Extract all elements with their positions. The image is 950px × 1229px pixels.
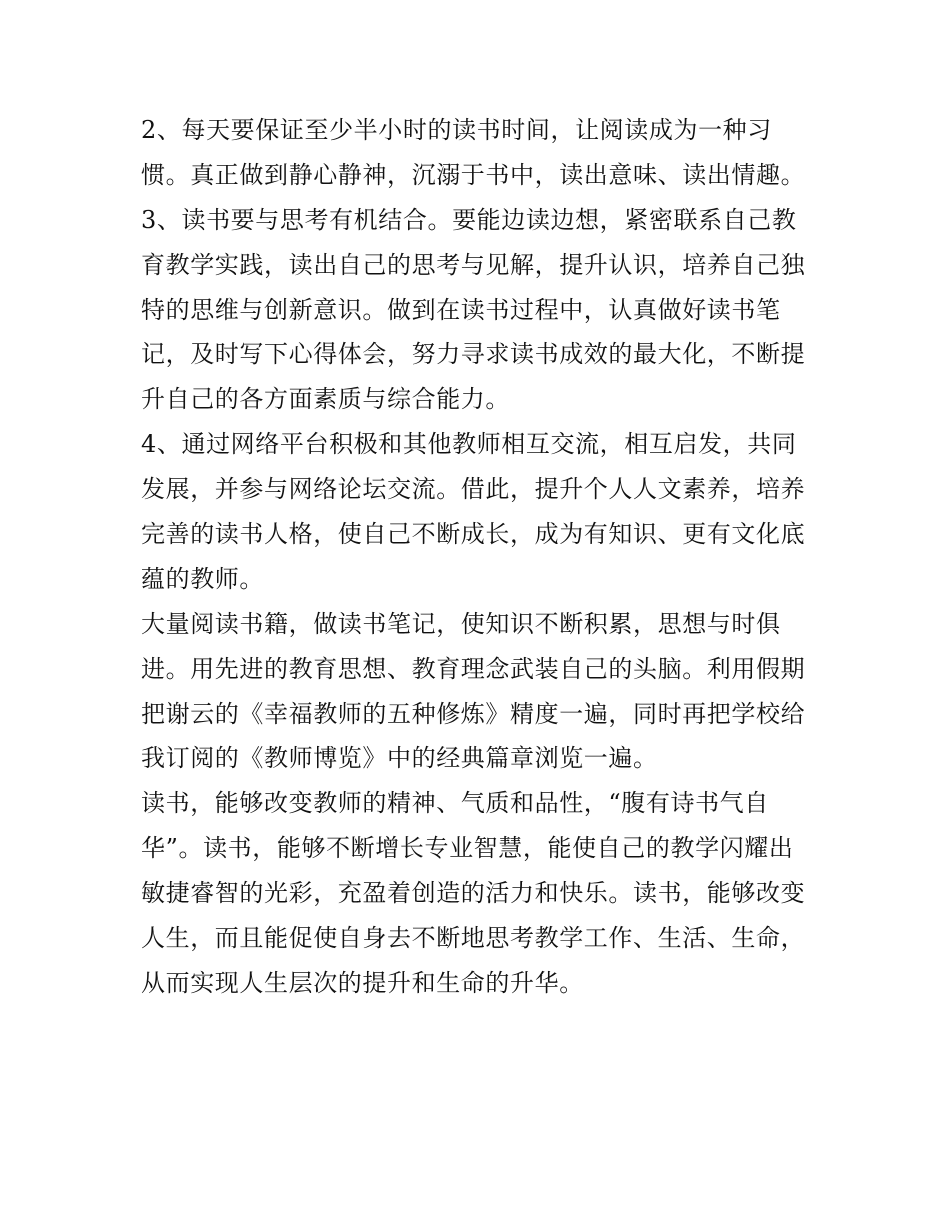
paragraph-reading-plan <box>141 602 821 782</box>
text-line: 升自己的各方面素质与综合能力。 <box>141 385 510 414</box>
text-line: 育教学实践，读出自己的思考与见解，提升认识，培养自己独 <box>141 250 806 279</box>
text-line: 进。用先进的教育思想、教育理念武装自己的头脑。利用假期 <box>141 654 806 683</box>
text-line: 发展，并参与网络论坛交流。借此，提升个人人文素养，培养 <box>141 475 806 504</box>
text-line: 惯。真正做到静心静神，沉溺于书中，读出意味、读出情趣。 <box>141 160 806 189</box>
text-line: 大量阅读书籍，做读书笔记，使知识不断积累，思想与时俱 <box>141 609 781 638</box>
text-line: 人生，而且能促使自身去不断地思考教学工作、生活、生命， <box>141 924 806 953</box>
text-line: 我订阅的《教师博览》中的经典篇章浏览一遍。 <box>141 744 658 773</box>
text-line: 特的思维与创新意识。做到在读书过程中，认真做好读书笔 <box>141 295 781 324</box>
text-line: 把谢云的《幸福教师的五种修炼》精度一遍，同时再把学校给 <box>141 699 806 728</box>
text-line: 3、读书要与思考有机结合。要能边读边想，紧密联系自己教 <box>141 205 797 234</box>
paragraph-reading-value <box>141 781 821 1005</box>
document-body <box>141 108 821 1006</box>
text-line: 从而实现人生层次的提升和生命的升华。 <box>141 968 584 997</box>
paragraph-item-2 <box>141 108 821 198</box>
text-line: 2、每天要保证至少半小时的读书时间，让阅读成为一种习 <box>141 116 772 144</box>
paragraph-item-4 <box>141 422 821 602</box>
text-line: 完善的读书人格，使自己不断成长，成为有知识、更有文化底 <box>141 520 806 549</box>
text-line: 敏捷睿智的光彩，充盈着创造的活力和快乐。读书，能够改变 <box>141 879 806 908</box>
text-line: 记，及时写下心得体会，努力寻求读书成效的最大化，不断提 <box>141 340 806 369</box>
paragraph-item-3 <box>141 198 821 422</box>
text-line: 读书，能够改变教师的精神、气质和品性，“腹有诗书气自 <box>141 789 769 818</box>
text-line: 华”。读书，能够不断增长专业智慧，能使自己的教学闪耀出 <box>141 834 794 863</box>
text-line: 4、通过网络平台积极和其他教师相互交流，相互启发，共同 <box>141 430 797 459</box>
text-line: 蕴的教师。 <box>141 564 264 593</box>
